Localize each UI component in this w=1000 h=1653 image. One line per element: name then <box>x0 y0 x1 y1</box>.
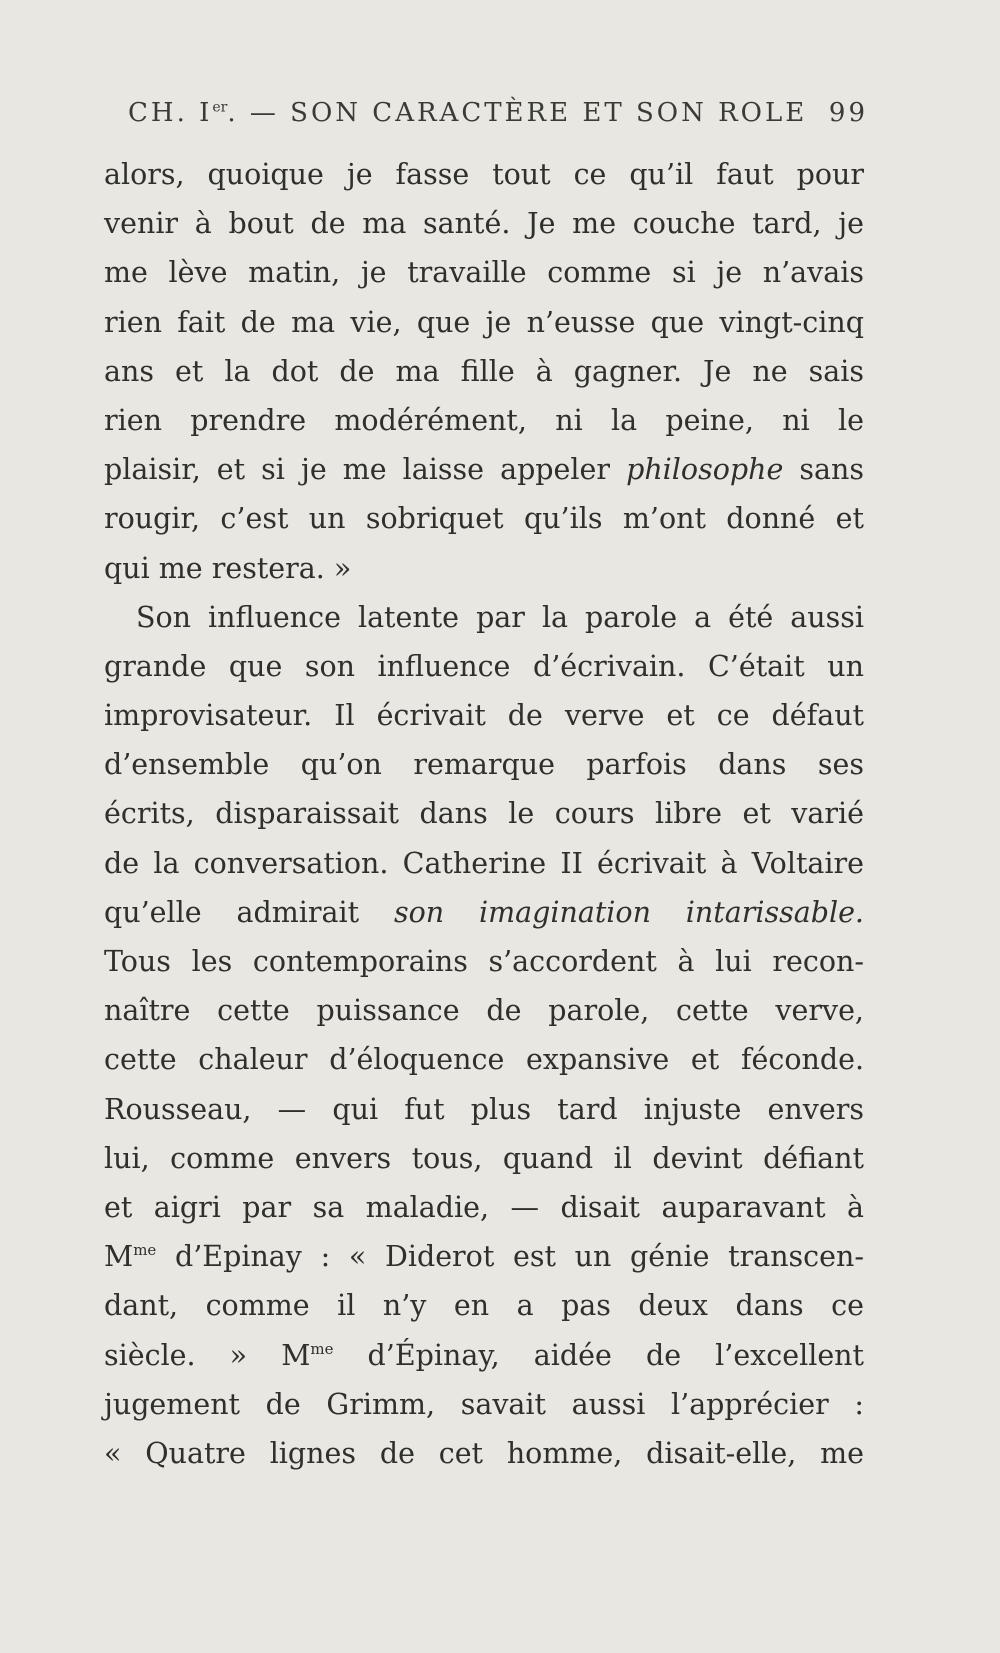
text-line: et aigri par sa maladie, — disait auparavant à <box>104 1190 864 1224</box>
text-line: venir à bout de ma santé. Je me couche tard, je <box>104 207 864 241</box>
text-segment: qu’elle admirait <box>104 895 394 929</box>
text-line: jugement de Grimm, savait aussi l’apprécier : <box>104 1387 864 1421</box>
italic-quote: son imagination intarissable. <box>393 895 864 929</box>
text-line: « Quatre lignes de cet homme, disait-elle, me <box>104 1436 864 1470</box>
text-line <box>104 1331 864 1380</box>
text-line <box>104 1232 864 1281</box>
text-line: qui me restera. » <box>104 551 352 585</box>
paragraph-start-line: Son influence latente par la parole a été aussi <box>136 600 864 634</box>
italic-term: philosophe <box>626 453 784 487</box>
text-line: de la conversation. Catherine II écrivait à Voltaire <box>104 846 864 880</box>
text-line: naître cette puissance de parole, cette verve, <box>104 994 864 1028</box>
title-abbrev-superscript: me <box>310 1339 334 1358</box>
title-abbrev: M <box>104 1240 134 1274</box>
text-line: ans et la dot de ma fille à gagner. Je ne sais <box>104 354 864 388</box>
body-text <box>104 150 864 1478</box>
text-line: grande que son influence d’écrivain. C’était un <box>104 649 864 683</box>
chapter-label: CH. I <box>128 98 213 128</box>
page-number: 99 <box>828 98 868 128</box>
text-segment: plaisir, et si je me laisse appeler <box>104 453 627 487</box>
text-line: alors, quoique je fasse tout ce qu’il faut pour <box>104 158 864 191</box>
running-title <box>128 98 807 128</box>
chapter-superscript: er <box>212 99 228 116</box>
text-line: Tous les contemporains s’accordent à lui recon- <box>104 945 864 978</box>
running-header <box>128 98 868 134</box>
title-abbrev-superscript: me <box>133 1241 157 1260</box>
text-segment: d’Epinay : « Diderot est un génie transcen- <box>156 1240 864 1274</box>
chapter-title: . — SON CARACTÈRE ET SON ROLE <box>227 98 808 128</box>
text-line: dant, comme il n’y en a pas deux dans ce <box>104 1289 864 1323</box>
title-abbrev: M <box>281 1338 311 1372</box>
text-line: rougir, c’est un sobriquet qu’ils m’ont donné et <box>104 502 864 536</box>
text-line: rien prendre modérément, ni la peine, ni le <box>104 403 864 437</box>
text-line: lui, comme envers tous, quand il devint défiant <box>104 1141 864 1175</box>
text-line <box>104 888 864 937</box>
text-segment: d’Épinay, aidée de l’excellent <box>333 1338 864 1372</box>
text-line: écrits, disparaissait dans le cours libre et varié <box>104 797 864 831</box>
text-line: cette chaleur d’éloquence expansive et féconde. <box>104 1043 864 1077</box>
text-line <box>104 445 864 494</box>
text-line: improvisateur. Il écrivait de verve et ce défaut <box>104 699 864 733</box>
text-segment: siècle. » <box>104 1338 282 1372</box>
text-segment: sans <box>783 453 864 487</box>
text-line: d’ensemble qu’on remarque parfois dans ses <box>104 748 864 782</box>
text-line: me lève matin, je travaille comme si je n’avais <box>104 256 864 290</box>
text-line: rien fait de ma vie, que je n’eusse que vingt-cinq <box>104 305 864 339</box>
text-line: Rousseau, — qui fut plus tard injuste envers <box>104 1092 864 1126</box>
